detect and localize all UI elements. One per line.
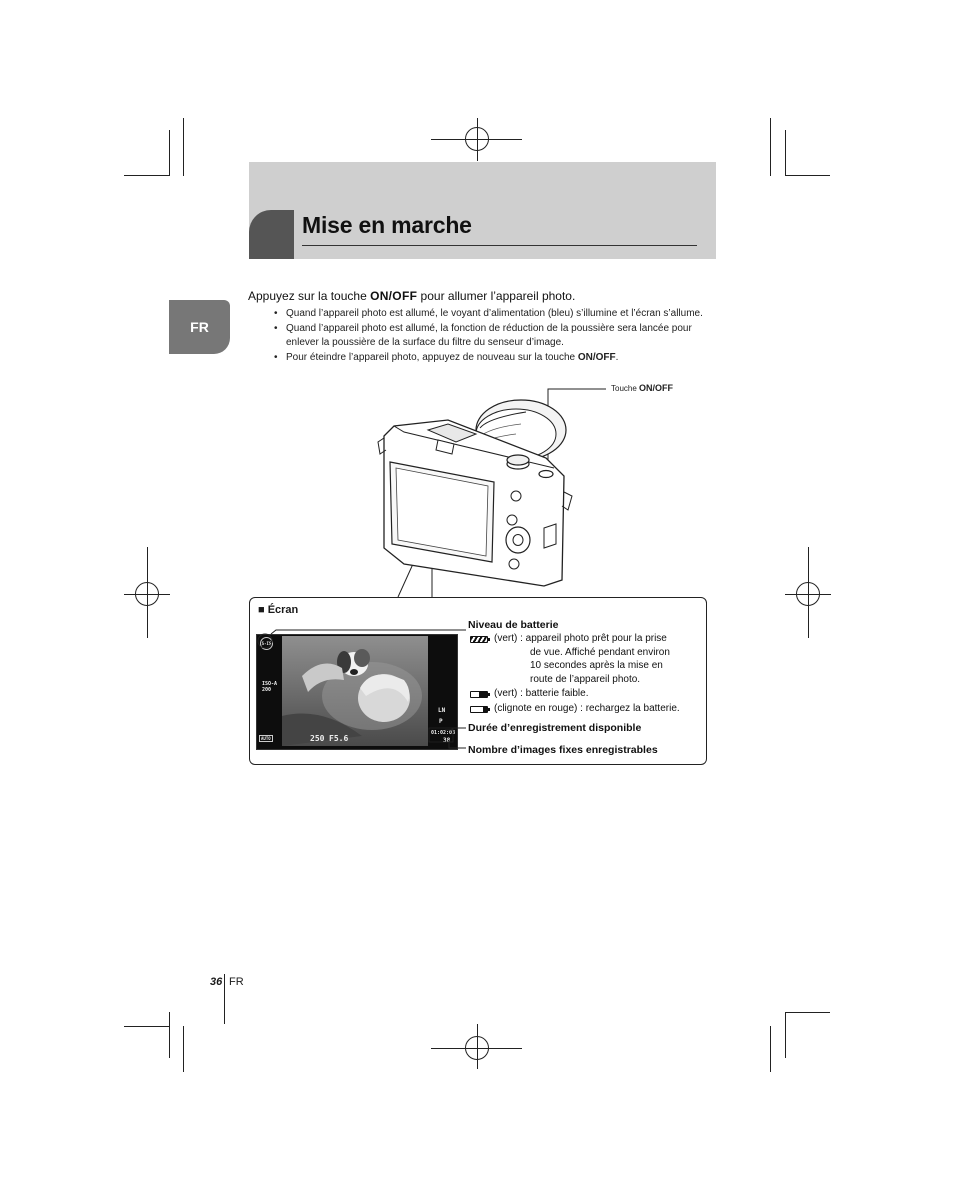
list-item: • Quand l’appareil photo est allumé, la fonction de réduction de la poussière sera lancée pour enlever la poussière de la surface du filtre du senseur d’image. (273, 322, 719, 350)
lcd-time: 01:02:03 (431, 730, 456, 736)
battery-empty-text: (clignote en rouge) : rechargez la batterie. (494, 703, 680, 714)
duration-heading: Durée d’enregistrement disponible (468, 722, 642, 734)
lcd-mode: P (439, 718, 443, 725)
battery-full-text-2: de vue. Affiché pendant environ (530, 647, 670, 658)
language-tab: FR (169, 300, 230, 354)
lcd-quality: LN (438, 707, 446, 714)
footer-divider (224, 974, 225, 1024)
lcd-aperture: F5.6 (329, 734, 349, 743)
lcd-iso-label: ISO-A (262, 681, 278, 687)
screen-section-title: ■ Écran (258, 604, 299, 616)
lcd-wb: AUTO (261, 736, 271, 741)
lcd-iso-value: 200 (262, 687, 272, 693)
battery-empty-icon (470, 706, 488, 713)
page-number: 36 (210, 976, 223, 988)
battery-low-icon (470, 691, 488, 698)
battery-full-text-4: route de l’appareil photo. (530, 674, 641, 685)
onoff-callout-label: Touche ON/OFF (611, 383, 674, 393)
page-language: FR (229, 976, 244, 988)
page-title: Mise en marche (302, 212, 472, 238)
battery-full-icon (470, 636, 488, 643)
list-item: • Quand l’appareil photo est allumé, le voyant d’alimentation (bleu) s’illumine et l’écran s’allume. (273, 307, 719, 321)
lcd-count: 38 (443, 737, 451, 744)
battery-full-text-3: 10 secondes après la mise en (530, 660, 663, 671)
battery-full-text: (vert) : appareil photo prêt pour la prise (494, 633, 667, 644)
lcd-mode-icon: S-IS (260, 637, 273, 650)
count-heading: Nombre d’images fixes enregistrables (468, 744, 658, 756)
intro-text: Appuyez sur la touche ON/OFF pour allumer l’appareil photo. (248, 289, 576, 303)
battery-heading: Niveau de batterie (468, 619, 559, 631)
list-item: • Pour éteindre l’appareil photo, appuyez de nouveau sur la touche ON/OFF. (273, 351, 719, 365)
battery-low-text: (vert) : batterie faible. (494, 688, 589, 699)
onoff-key-label: ON/OFF (370, 289, 418, 303)
lcd-shutter: 250 (310, 734, 325, 743)
